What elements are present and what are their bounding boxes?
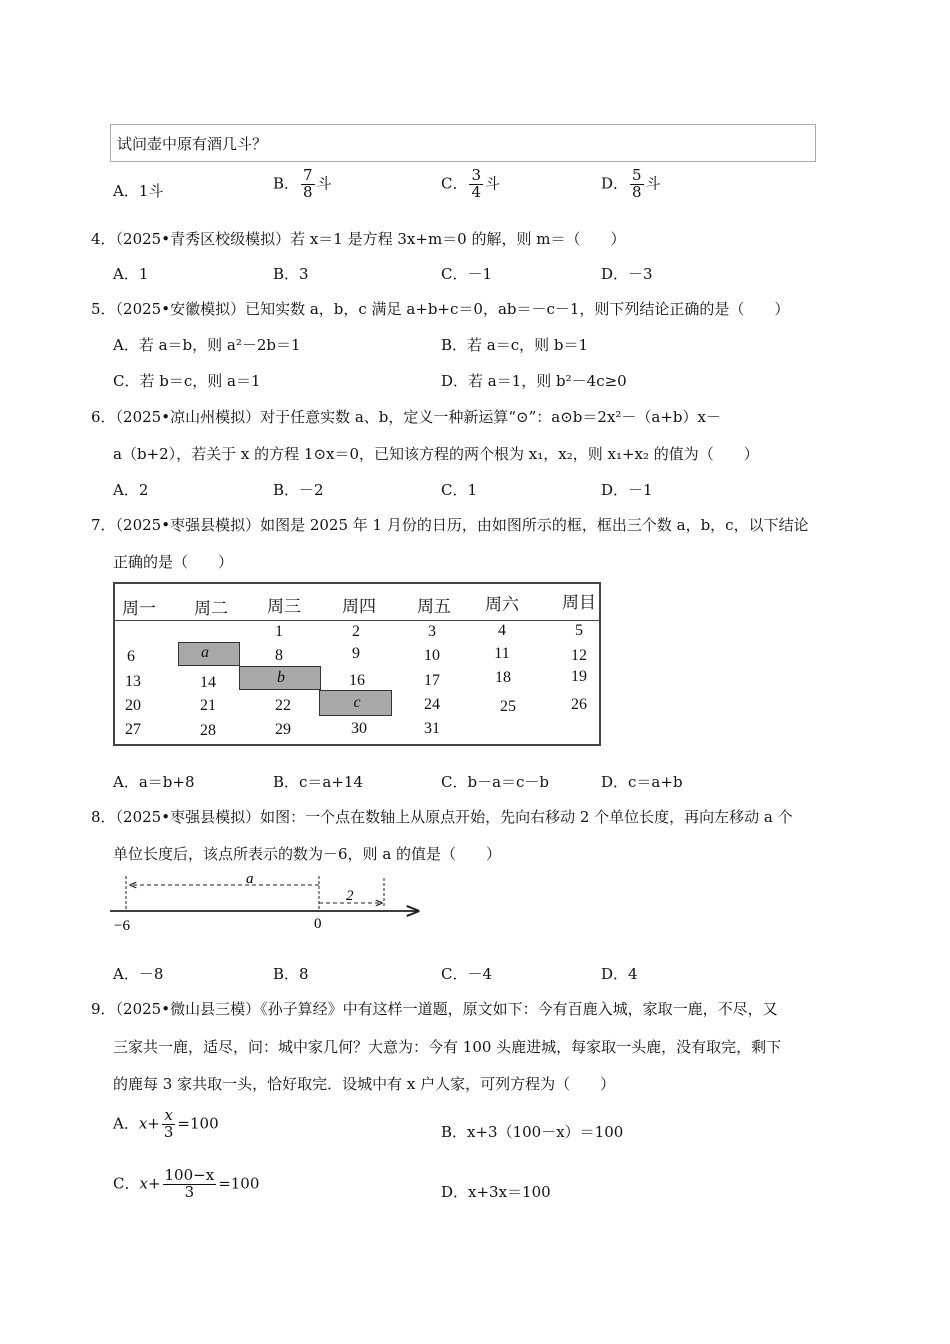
label-0: 0 (314, 916, 322, 932)
calendar-header-sun: 周目 (562, 593, 596, 613)
calendar-cell: 20 (125, 697, 141, 714)
q7-stem-line2: 正确的是（ ） (113, 553, 234, 571)
q7-option-b: B．c＝a+14 (273, 773, 364, 791)
q8-option-b: B．8 (273, 965, 309, 983)
calendar-header-thu: 周四 (342, 597, 376, 617)
q7-option-c: C．b－a＝c－b (441, 773, 550, 791)
calendar-cell: 2 (352, 623, 360, 640)
q9-option-a: A．x+ $\frac{x}{3}$ =100 (113, 1106, 219, 1141)
calendar-cell: 6 (127, 648, 135, 665)
calendar-header-tue: 周二 (194, 599, 228, 619)
q3-option-b: B． $\frac{7}{8}$ 斗 (273, 166, 332, 201)
q7-stem-line1: 7．（2025•枣强县模拟）如图是 2025 年 1 月份的日历，由如图所示的框，框出三个数 a，b，c，以下结论 (91, 516, 809, 534)
calendar-cell: 19 (571, 668, 587, 685)
calendar-cell: 24 (424, 696, 440, 713)
q6-stem-line2: a（b+2），若关于 x 的方程 1⊙x＝0，已知该方程的两个根为 x₁，x₂，则 x₁+x₂ 的值为（ ） (113, 445, 759, 463)
q5-option-d: D．若 a＝1，则 b²－4c≥0 (441, 372, 627, 390)
calendar-cell: 1 (275, 623, 283, 640)
calendar-cell-a: a (201, 644, 209, 661)
calendar-cell: 12 (571, 647, 587, 664)
calendar-cell-c: c (353, 694, 361, 711)
q7-option-d: D．c＝a+b (601, 773, 683, 791)
quote-box (110, 124, 816, 162)
calendar-cell: 25 (500, 698, 516, 715)
q4-option-c: C．－1 (441, 265, 493, 283)
calendar-cell: 28 (200, 722, 216, 739)
q6-stem-line1: 6．（2025•凉山州模拟）对于任意实数 a、b，定义一种新运算“⊙”：a⊙b＝2x²－（a+b）x－ (91, 408, 721, 426)
calendar-cell: 27 (125, 721, 141, 738)
calendar-cell: 16 (349, 672, 365, 689)
calendar-cell-b: b (277, 669, 285, 686)
label-a: a (246, 871, 254, 887)
q8-stem-line1: 8．（2025•枣强县模拟）如图：一个点在数轴上从原点开始，先向右移动 2 个单位长度，再向左移动 a 个 (91, 808, 793, 826)
q6-option-a: A．2 (113, 481, 149, 499)
q8-stem-line2: 单位长度后，该点所表示的数为－6，则 a 的值是（ ） (113, 845, 502, 863)
calendar-cell: 8 (275, 647, 283, 664)
calendar-cell: 4 (498, 622, 506, 639)
calendar-cell: 26 (571, 696, 587, 713)
label-2: 2 (346, 888, 354, 904)
number-line-figure (100, 866, 430, 936)
calendar-cell: 29 (275, 721, 291, 738)
calendar-header-sat: 周六 (485, 595, 519, 615)
q3-option-a: A．1斗 (113, 182, 164, 200)
q6-option-b: B．－2 (273, 481, 324, 499)
q4-option-d: D．－3 (601, 265, 653, 283)
calendar-cell: 11 (494, 645, 510, 662)
q6-option-d: D．－1 (601, 481, 653, 499)
calendar-cell: 13 (125, 673, 141, 690)
calendar-cell: 21 (200, 697, 216, 714)
calendar-cell: 31 (424, 720, 440, 737)
calendar-header-wed: 周三 (267, 597, 301, 617)
q4-option-b: B．3 (273, 265, 309, 283)
calendar-header-fri: 周五 (417, 597, 451, 617)
q6-option-c: C．1 (441, 481, 478, 499)
q8-option-c: C．－4 (441, 965, 493, 983)
calendar-figure (113, 582, 601, 746)
calendar-cell: 10 (424, 647, 440, 664)
q7-option-a: A．a＝b+8 (113, 773, 195, 791)
calendar-cell: 17 (424, 672, 440, 689)
q9-stem-line3: 的鹿每 3 家共取一头，恰好取完．设城中有 x 户人家，可列方程为（ ） (113, 1075, 616, 1093)
calendar-cell: 3 (428, 623, 436, 640)
q5-option-a: A．若 a＝b，则 a²－2b＝1 (113, 336, 301, 354)
calendar-cell: 14 (200, 674, 216, 691)
calendar-cell: 9 (352, 645, 360, 662)
quote-text: 试问壶中原有酒几斗？ (117, 135, 268, 153)
q8-option-d: D．4 (601, 965, 638, 983)
q4-option-a: A．1 (113, 265, 149, 283)
q9-stem-line2: 三家共一鹿，适尽，问：城中家几何？大意为：今有 100 头鹿进城，每家取一头鹿，没有取完，剩下 (113, 1038, 782, 1056)
q8-option-a: A．－8 (113, 965, 164, 983)
q9-stem-line1: 9．（2025•微山县三模）《孙子算经》中有这样一道题，原文如下：今有百鹿入城，家取一鹿，不尽，又 (91, 1000, 778, 1018)
calendar-cell: 5 (575, 622, 583, 639)
calendar-cell: 22 (275, 697, 291, 714)
q5-stem: 5．（2025•安徽模拟）已知实数 a，b，c 满足 a+b+c＝0，ab＝－c－1，则下列结论正确的是（ ） (91, 300, 790, 318)
q5-option-c: C．若 b＝c，则 a＝1 (113, 372, 261, 390)
q9-option-c: C．x+ $\frac{100-x}{3}$ =100 (113, 1166, 260, 1201)
q9-option-d: D．x+3x＝100 (441, 1183, 551, 1201)
calendar-cell: 18 (495, 669, 511, 686)
q9-option-b: B．x+3（100－x）＝100 (441, 1123, 624, 1141)
q5-option-b: B．若 a＝c，则 b＝1 (441, 336, 589, 354)
q4-stem: 4．（2025•青秀区校级模拟）若 x＝1 是方程 3x+m＝0 的解，则 m＝（ ） (91, 230, 626, 248)
calendar-cell: 30 (351, 720, 367, 737)
q3-option-d: D． $\frac{5}{8}$ 斗 (601, 166, 661, 201)
q3-option-c: C． $\frac{3}{4}$ 斗 (441, 166, 501, 201)
label-neg6: −6 (114, 918, 130, 934)
calendar-header-mon: 周一 (122, 599, 156, 619)
